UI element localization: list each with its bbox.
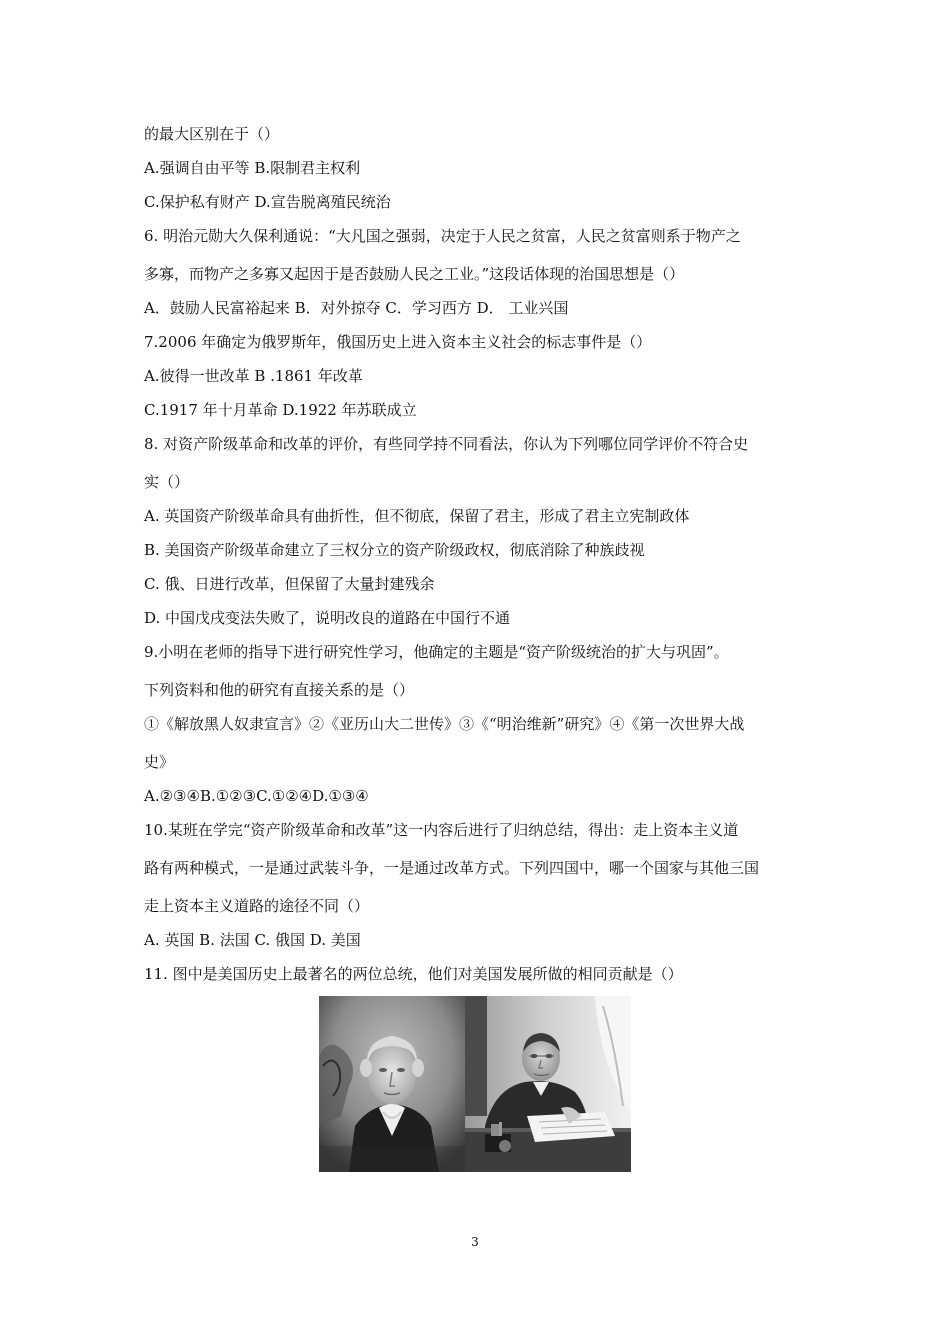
text-line: 7.2006 年确定为俄罗斯年，俄国历史上进入资本主义社会的标志事件是（）: [144, 333, 652, 351]
text-line: B. 美国资产阶级革命建立了三权分立的资产阶级政权，彻底消除了种族歧视: [144, 541, 645, 559]
text-line: 多寡，而物产之多寡又起因于是否鼓励人民之工业。”这段话体现的治国思想是（）: [144, 265, 685, 283]
text-line: 的最大区别在于（）: [144, 125, 280, 143]
text-line: C.保护私有财产 D.宣告脱离殖民统治: [144, 193, 391, 211]
text-line: 路有两种模式，一是通过武装斗争，一是通过改革方式。下列四国中，哪一个国家与其他三国: [144, 859, 760, 877]
text-line: C. 俄、日进行改革，但保留了大量封建残余: [144, 575, 435, 593]
text-line: 11. 图中是美国历史上最著名的两位总统，他们对美国发展所做的相同贡献是（）: [144, 965, 683, 983]
text-line: 实（）: [144, 473, 190, 491]
text-line: A.强调自由平等 B.限制君主权利: [144, 159, 361, 177]
text-line: 8. 对资产阶级革命和改革的评价，有些同学持不同看法，你认为下列哪位同学评价不符合史: [144, 435, 749, 453]
text-line: 下列资料和他的研究有直接关系的是（）: [144, 681, 415, 699]
text-line: C.1917 年十月革命 D.1922 年苏联成立: [144, 401, 417, 419]
text-line: D. 中国戊戌变法失败了，说明改良的道路在中国行不通: [144, 609, 511, 627]
text-line: A．鼓励人民富裕起来 B．对外掠夺 C．学习西方 D． 工业兴国: [144, 299, 569, 317]
text-line: A. 英国资产阶级革命具有曲折性，但不彻底，保留了君主，形成了君主立宪制政体: [144, 507, 690, 525]
washington-portrait: [319, 996, 465, 1172]
text-line: A.彼得一世改革 B .1861 年改革: [144, 367, 363, 385]
roosevelt-photo: [465, 996, 631, 1172]
text-line: 6. 明治元勋大久保利通说：“大凡国之强弱，决定于人民之贫富，人民之贫富则系于物产之: [144, 227, 741, 245]
text-line: 9.小明在老师的指导下进行研究性学习，他确定的主题是“资产阶级统治的扩大与巩固”。: [144, 643, 729, 661]
presidents-figure: [319, 996, 631, 1172]
text-line: 走上资本主义道路的途径不同（）: [144, 897, 370, 915]
text-line: A. 英国 B. 法国 C. 俄国 D. 美国: [144, 931, 361, 949]
text-line: ①《解放黑人奴隶宣言》②《亚历山大二世传》③《“明治维新”研究》④《第一次世界大战: [144, 715, 745, 733]
page-number: 3: [471, 1235, 479, 1249]
text-line: A.②③④B.①②③C.①②④D.①③④: [144, 787, 369, 805]
text-line: 史》: [144, 753, 175, 771]
question-text: [144, 124, 816, 984]
text-line: 10.某班在学完“资产阶级革命和改革”这一内容后进行了归纳总结，得出：走上资本主义道: [144, 821, 739, 839]
